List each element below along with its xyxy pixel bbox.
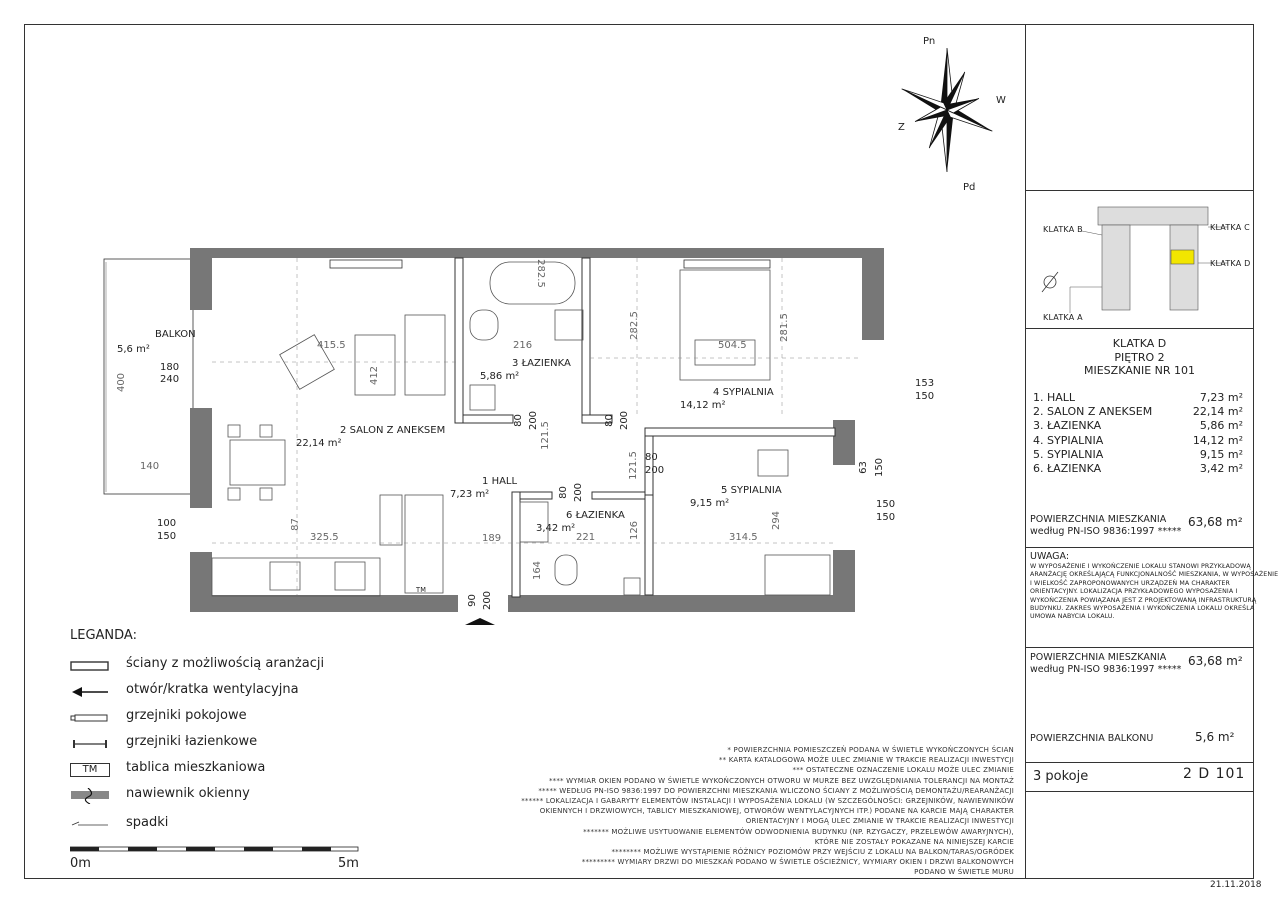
dim-text: 121.5	[539, 421, 551, 450]
tm-board-label: TM	[416, 586, 427, 594]
klatka-a-label: KLATKA A	[1043, 313, 1083, 322]
window-vent-icon	[70, 788, 110, 804]
room-2-area: 22,14 m²	[296, 438, 342, 449]
dim-text: 140	[140, 461, 160, 472]
room-4-area: 14,12 m²	[680, 400, 726, 411]
dim-text: 150	[157, 531, 177, 542]
room-2-label: 2 SALON Z ANEKSEM	[340, 425, 446, 436]
dim-text: 200	[482, 590, 494, 611]
dim-text: 282.5	[628, 311, 640, 340]
dim-text: 240	[160, 374, 180, 385]
drawing-date: 21.11.2018	[1210, 880, 1262, 890]
footnotes: * POWIERZCHNIA POMIESZCZEŃ PODANA W ŚWIETLE WYKOŃCZONYCH ŚCIAN ** KARTA KATALOGOWA MOŻE ULEC ZMIANIE W TRAKCIE REALIZACJI INWESTYCJI *** OSTATECZNE OZNACZENIE LOKALU MOŻE ULEC ZMIANIE **** WYMIAR OKIEN PODANO W ŚWIETLE WYKOŃCZONYCH OTWORU W MURZE BEZ UWZGLĘDNIANIA TOLERANCJI NA MONTAŻ ***** WEDŁUG PN-ISO 9836:1997 DO POWIERZCHNI MIESZKANIA WLICZONO ŚCIANY Z MOŻLIWOŚCIĄ DEMONTAŻU/REARANŻACJI ****** LOKALIZACJA I GABARYTY ELEMENTÓW INSTALACJI I WYPOSAŻENIA LOKALU (W SZCZEGÓLNOŚCI: GRZEJNIKÓW, NAWIEWNIKÓW OKIENNYCH I DRZWIOWYCH, TABLICY MIESZKANIOWEJ, OTWORÓW WENTYLACYJNYCH ITP.) PODANE NA KARCIE MAJĄ CHARAKTER ORIENTACYJNY I MOGĄ ULEC ZMIANIE W TRAKCIE REALIZACJI INWESTYCJI ******* MOŻLIWE USYTUOWANIE ELEMENTÓW ODWODNIENIA BUDYNKU (NP. RZYGACZY, PRZELEWÓW AWARYJNYCH), KTÓRE NIE ZOSTAŁY POKAZANE NA NINIEJSZEJ KARCIE ******** MOŻLIWE WYSTĄPIENIE RÓŻNICY POZIOMÓW PRZY WEJŚCIU Z LOKALU NA BALKON/TARAS/OGRÓDEK ********* WYMIARY DRZWI DO MIESZKAŃ PODANO W ŚWIETLE OŚCIEŻNICY, WYMIARY OKIEN I DRZWI BALKONOWYCH PODANO W ŚWIETLE MURU	[521, 746, 1014, 877]
dim-text: 504.5	[718, 340, 747, 351]
klatka-d-label: KLATKA D	[1210, 259, 1251, 268]
dim-text: 180	[160, 362, 180, 373]
room-1-label: 1 HALL	[482, 476, 518, 487]
dim-text: 80	[557, 486, 569, 499]
dim-text: 164	[532, 560, 544, 581]
compass-south: Pd	[963, 182, 976, 193]
room-5-label: 5 SYPIALNIA	[721, 485, 782, 496]
compass-north: Pn	[923, 36, 936, 47]
dim-text: 200	[619, 410, 631, 431]
uwaga-title: UWAGA:	[1030, 551, 1070, 562]
dim-text: 216	[513, 340, 533, 351]
dim-text: 400	[116, 372, 128, 393]
list-item: 5. SYPIALNIA 9,15 m²	[1033, 447, 1243, 461]
compass-west: Z	[898, 122, 905, 133]
area-value-2: 63,68 m²	[1188, 654, 1243, 668]
dim-text: 314.5	[729, 532, 758, 543]
dim-text: 150	[915, 391, 935, 402]
dim-text: 294	[771, 510, 783, 531]
area-label-2: POWIERZCHNIA MIESZKANIA	[1030, 652, 1167, 663]
scale-end: 5m	[338, 856, 359, 871]
dim-text: 221	[576, 532, 596, 543]
list-item: 6. ŁAZIENKA 3,42 m²	[1033, 461, 1243, 475]
dim-text: 153	[915, 378, 935, 389]
pietro: PIĘTRO 2	[1114, 350, 1165, 364]
dim-text: 189	[482, 533, 502, 544]
wall-symbol-icon	[70, 660, 110, 672]
room-5-area: 9,15 m²	[690, 498, 730, 509]
compass-rose-icon	[895, 35, 1015, 195]
dim-text: 200	[573, 482, 585, 503]
dim-text: 80	[645, 452, 658, 463]
list-item: 4. SYPIALNIA 14,12 m²	[1033, 433, 1243, 447]
mieszkanie: MIESZKANIE NR 101	[1083, 364, 1196, 377]
dim-text: 121.5	[627, 451, 639, 480]
scale-start: 0m	[70, 856, 91, 871]
klatka-c-label: KLATKA C	[1210, 223, 1250, 232]
dim-text: 90	[466, 594, 478, 607]
highlighted-unit	[1171, 250, 1194, 264]
floor-plan	[100, 240, 930, 630]
slope-icon	[70, 819, 110, 831]
area-sub-2: według PN-ISO 9836:1997 *****	[1030, 664, 1182, 675]
list-item: 2. SALON Z ANEKSEM 22,14 m²	[1033, 405, 1243, 419]
legend-title: LEGANDA:	[70, 628, 137, 643]
bathroom-radiator-icon	[70, 738, 110, 750]
area-sub-1: według PN-ISO 9836:1997 *****	[1030, 526, 1182, 537]
dim-text: 150	[874, 457, 886, 478]
room-6-label: 6 ŁAZIENKA	[566, 510, 625, 521]
balcony-label: BALKON	[155, 329, 196, 340]
ventilation-arrow-icon	[70, 686, 110, 698]
balcony-area-label: POWIERZCHNIA BALKONU	[1030, 733, 1154, 744]
list-item: 1. HALL 7,23 m²	[1033, 391, 1243, 404]
klatka: KLATKA D	[1112, 337, 1167, 350]
uwaga-text: W WYPOSAŻENIE I WYKOŃCZENIE LOKALU STANOWI PRZYKŁADOWĄ ARANŻACJĘ OKREŚLAJĄCĄ FUNKCJONALNOŚĆ MIESZKANIA, W WYPOSAŻENIE I WIELKOŚĆ ZAPROPONOWANYCH URZĄDZEŃ MA CHARAKTER ORIENTACYJNY. LOKALIZACJA PRZYKŁADOWEGO WYPOSAŻENIA I WYKOŃCZENIA POWIĄZANA JEST Z PROJEKTOWANĄ INFRASTRUKTURĄ BUDYNKU. ZAKRES WYPOSAŻENIA I WYKOŃCZENIA LOKALU OKREŚLA UMOWA NABYCIA LOKALU.	[1030, 563, 1279, 621]
dim-text: 281.5	[778, 313, 790, 342]
room-3-label: 3 ŁAZIENKA	[512, 358, 571, 369]
dim-text: 100	[157, 518, 177, 529]
dim-text: 150	[876, 512, 896, 523]
dim-text: 87	[289, 518, 301, 531]
list-item: 3. ŁAZIENKA 5,86 m²	[1033, 419, 1243, 433]
area-label-1: POWIERZCHNIA MIESZKANIA	[1030, 514, 1167, 525]
dim-text: 80	[512, 414, 524, 427]
area-value-1: 63,68 m²	[1188, 515, 1243, 529]
klatka-b-label: KLATKA B	[1043, 225, 1083, 234]
room-6-area: 3,42 m²	[536, 523, 576, 534]
room-1-area: 7,23 m²	[450, 489, 490, 500]
rooms-list	[1033, 391, 1243, 476]
room-3-area: 5,86 m²	[480, 371, 520, 382]
scale-bar	[70, 845, 360, 859]
dim-text: 200	[645, 465, 665, 476]
dim-text: 325.5	[310, 532, 339, 543]
dim-text: 150	[876, 499, 896, 510]
room-4-label: 4 SYPIALNIA	[713, 387, 774, 398]
tm-symbol-icon: TM	[70, 763, 110, 777]
dim-text: 200	[528, 410, 540, 431]
unit-header	[1025, 337, 1254, 378]
dim-text: 415.5	[317, 340, 346, 351]
dim-text: 80	[603, 414, 615, 427]
balcony-area-value: 5,6 m²	[1195, 730, 1235, 744]
dim-text: 126	[629, 520, 641, 541]
rooms-count: 3 pokoje	[1033, 769, 1089, 784]
radiator-icon	[70, 712, 110, 724]
compass-east: W	[996, 95, 1006, 106]
unit-code: 2 D 101	[1183, 766, 1246, 782]
dim-text: 63	[857, 461, 869, 474]
dim-text: 282.5	[534, 259, 546, 288]
dim-text: 412	[369, 365, 381, 386]
balcony-area: 5,6 m²	[117, 344, 150, 355]
